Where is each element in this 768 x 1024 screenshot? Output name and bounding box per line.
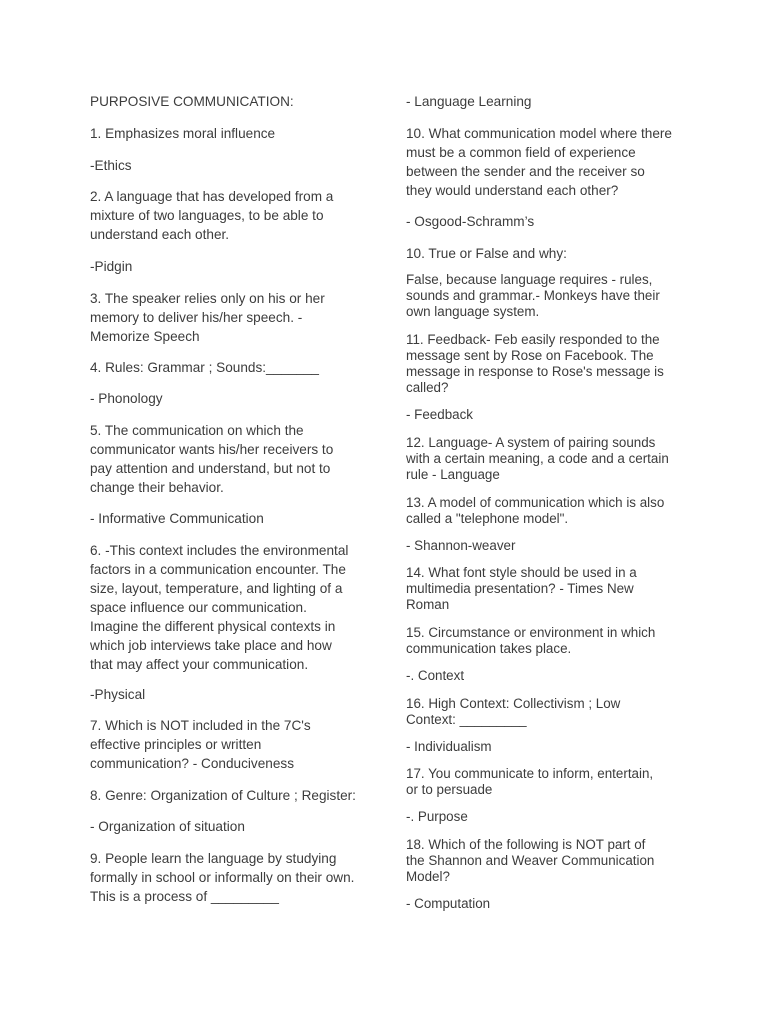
question-5: 5. The communication on which the communicator wants his/her receivers to pay attention and understand, but not to change their behavior. xyxy=(90,423,334,495)
answer-8: - Organization of situation xyxy=(90,819,245,834)
question-15: 15. Circumstance or environment in which communication takes place. xyxy=(406,625,656,656)
answer-9: - Language Learning xyxy=(406,94,532,109)
question-10b: 10. True or False and why: xyxy=(406,246,567,261)
question-16: 16. High Context: Collectivism ; Low Context: _________ xyxy=(406,696,621,727)
question-11: 11. Feedback- Feb easily responded to the message sent by Rose on Facebook. The message in response to Rose's message is called? xyxy=(406,332,664,395)
answer-10: - Osgood-Schramm’s xyxy=(406,214,535,229)
answer-4: - Phonology xyxy=(90,391,163,406)
answer-1: -Ethics xyxy=(90,158,132,173)
question-13: 13. A model of communication which is also called a "telephone model". xyxy=(406,495,665,526)
question-9: 9. People learn the language by studying formally in school or informally on their own. This is a process of _________ xyxy=(90,851,355,904)
question-14: 14. What font style should be used in a multimedia presentation? - Times New Roman xyxy=(406,565,637,612)
answer-16: - Individualism xyxy=(406,739,492,754)
answer-5: - Informative Communication xyxy=(90,511,264,526)
answer-11: - Feedback xyxy=(406,407,473,422)
answer-15: -. Context xyxy=(406,668,465,683)
answer-13: - Shannon-weaver xyxy=(406,538,516,553)
question-18: 18. Which of the following is NOT part of the Shannon and Weaver Communication Model? xyxy=(406,837,655,884)
question-12: 12. Language- A system of pairing sounds with a certain meaning, a code and a certain rule - Language xyxy=(406,435,669,482)
answer-2: -Pidgin xyxy=(90,259,133,274)
answer-18: - Computation xyxy=(406,896,491,911)
answer-10b: False, because language requires - rules, sounds and grammar.- Monkeys have their own language system. xyxy=(406,272,660,319)
question-3: 3. The speaker relies only on his or her memory to deliver his/her speech. - Memorize Speech xyxy=(90,291,325,344)
question-7: 7. Which is NOT included in the 7C's effective principles or written communication? - Conduciveness xyxy=(90,718,311,771)
question-1: 1. Emphasizes moral influence xyxy=(90,126,276,141)
question-4: 4. Rules: Grammar ; Sounds:_______ xyxy=(90,360,319,375)
question-8: 8. Genre: Organization of Culture ; Register: xyxy=(90,788,356,803)
answer-17: -. Purpose xyxy=(406,809,468,824)
answer-6: -Physical xyxy=(90,687,146,702)
question-2: 2. A language that has developed from a mixture of two languages, to be able to understand each other. xyxy=(90,189,334,242)
question-10: 10. What communication model where there must be a common field of experience between the sender and the receiver so they would understand each other? xyxy=(406,126,672,198)
question-6: 6. -This context includes the environmental factors in a communication encounter. The size, layout, temperature, and lighting of a space influence our communication. Imagine the different physical contexts in which job interviews take place and how that may affect your communication. xyxy=(90,543,349,672)
document-title: PURPOSIVE COMMUNICATION: xyxy=(90,94,294,109)
question-17: 17. You communicate to inform, entertain, or to persuade xyxy=(406,766,654,797)
